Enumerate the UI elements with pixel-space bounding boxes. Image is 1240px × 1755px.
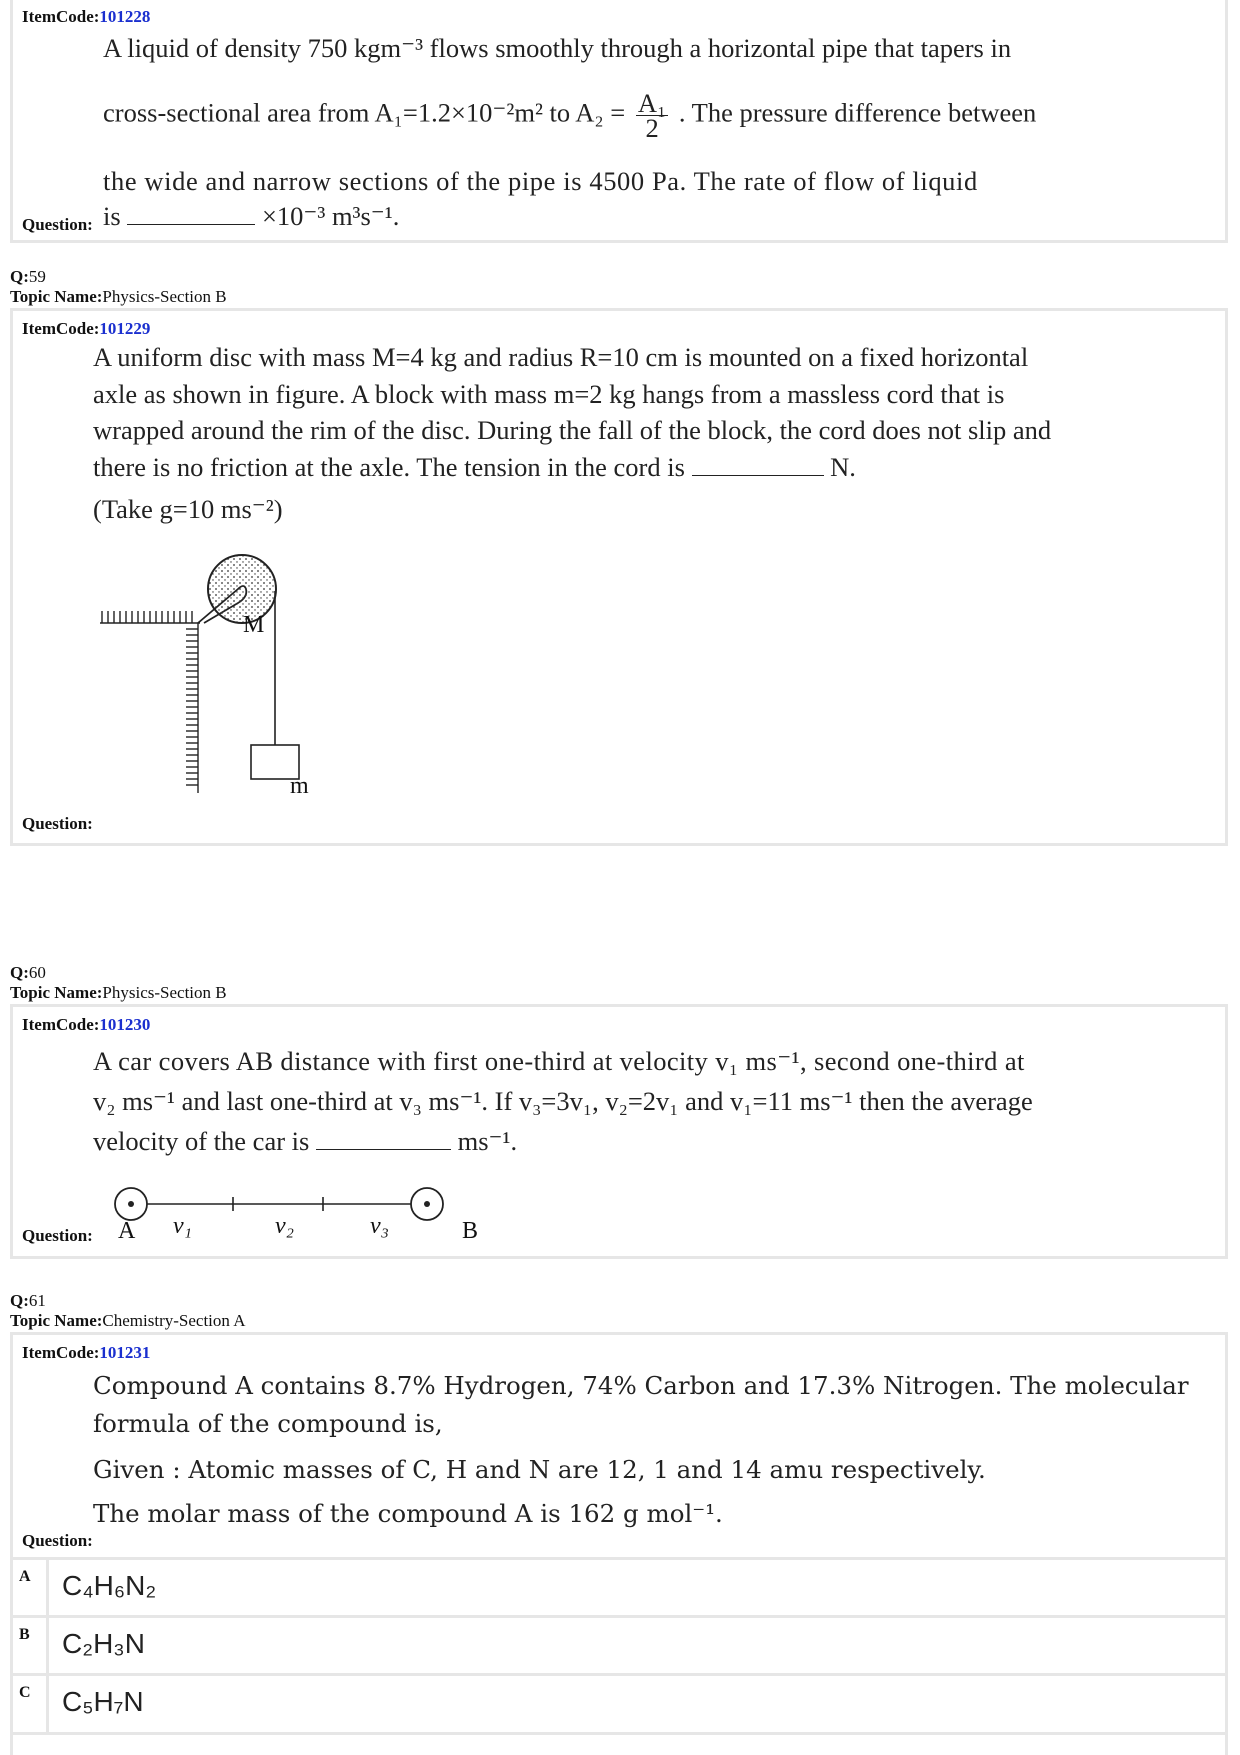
question-card-60 <box>10 1004 1228 1259</box>
text-line: A uniform disc with mass M=4 kg and radius R=10 cm is mounted on a fixed horizontal <box>93 342 1029 372</box>
label-b: B <box>462 1218 479 1244</box>
option-formula: C₅H₇N <box>62 1686 144 1717</box>
block-label: m <box>290 773 309 799</box>
topic-name: Topic Name:Physics-Section B <box>10 287 227 306</box>
text-segment: there is no friction at the axle. The tension in the cord is <box>93 451 685 482</box>
answer-blank <box>692 453 824 476</box>
question-label: Question: <box>22 814 93 833</box>
label-a: A <box>118 1218 136 1244</box>
item-code-value: 101230 <box>99 1015 151 1034</box>
topic-name: Topic Name:Chemistry-Section A <box>10 1311 246 1330</box>
point-a-dot <box>128 1201 134 1207</box>
question-number: Q:61 <box>10 1291 46 1310</box>
question-text-59 <box>93 339 1213 528</box>
answer-blank <box>127 202 255 225</box>
fraction <box>636 88 668 143</box>
question-text-61 <box>93 1367 1213 1533</box>
text-segment: ×10⁻³ m³s⁻¹. <box>261 201 400 231</box>
option-letter: A <box>19 1568 31 1585</box>
item-code-61 <box>22 1343 150 1363</box>
item-code-label: ItemCode: <box>22 7 100 26</box>
fraction-denominator: 2 <box>645 113 659 143</box>
question-meta-59 <box>10 267 227 307</box>
fraction-numerator: A₁ <box>637 88 667 118</box>
text-line: A car covers AB distance with first one-third at velocity v₁ ms⁻¹, second one-third at <box>93 1046 1025 1076</box>
label-v3: v₃ <box>370 1213 389 1239</box>
item-code-value: 101229 <box>99 319 151 338</box>
disc-pulley-figure <box>88 533 328 793</box>
item-code-label: ItemCode: <box>22 319 100 338</box>
question-text-58 <box>103 29 1223 232</box>
text-line: (Take g=10 ms⁻²) <box>93 494 283 524</box>
text-line: the wide and narrow sections of the pipe is 4500 Pa. The rate of flow of liquid <box>103 166 978 196</box>
option-divider <box>46 1676 49 1732</box>
text-line <box>103 200 1223 232</box>
text-segment: N. <box>830 451 856 482</box>
text-segment: cross-sectional area from A₁=1.2×10⁻²m² to A₂ = <box>103 97 626 128</box>
option-formula: C₄H₆N₂ <box>62 1570 157 1601</box>
disc-label: M <box>243 612 265 638</box>
topic-name: Topic Name:Physics-Section B <box>10 983 227 1002</box>
option-divider <box>46 1560 49 1615</box>
text-line: The molar mass of the compound A is 162 g mol⁻¹. <box>93 1499 723 1528</box>
text-line: A liquid of density 750 kgm⁻³ flows smoothly through a horizontal pipe that tapers in <box>103 33 1012 63</box>
label-v1: v₁ <box>173 1213 192 1239</box>
text-line: formula of the compound is, <box>93 1409 443 1438</box>
question-number: Q:59 <box>10 267 46 286</box>
option-b[interactable] <box>10 1615 1228 1673</box>
text-segment: is <box>103 201 121 231</box>
text-segment: ms⁻¹. <box>457 1126 518 1156</box>
option-formula: C₂H₃N <box>62 1628 145 1659</box>
question-meta-61 <box>10 1291 245 1331</box>
wall-hatch <box>186 623 198 793</box>
question-label: Question: <box>22 1226 93 1245</box>
label-v2: v₂ <box>275 1213 294 1239</box>
text-line <box>93 1121 1213 1161</box>
distance-diagram <box>103 1182 493 1232</box>
text-line: axle as shown in figure. A block with mass m=2 kg hangs from a massless cord that is <box>93 378 1005 409</box>
text-line <box>103 88 1223 143</box>
question-text-60 <box>93 1041 1213 1161</box>
item-code-value: 101228 <box>99 7 151 26</box>
question-card-59 <box>10 308 1228 846</box>
text-line: v₂ ms⁻¹ and last one-third at v₃ ms⁻¹. If v₃=3v₁, v₂=2v₁ and v₁=11 ms⁻¹ then the average <box>93 1086 1033 1116</box>
text-line: Compound A contains 8.7% Hydrogen, 74% Carbon and 17.3% Nitrogen. The molecular <box>93 1371 1189 1400</box>
question-number: Q:60 <box>10 963 46 982</box>
option-a[interactable] <box>10 1557 1228 1615</box>
point-b-dot <box>424 1201 430 1207</box>
text-line: Given : Atomic masses of C, H and N are 12, 1 and 14 amu respectively. <box>93 1455 986 1484</box>
item-code-value: 101231 <box>99 1343 151 1362</box>
option-divider <box>46 1618 49 1673</box>
question-label: Question: <box>22 215 93 234</box>
answer-blank <box>316 1127 451 1150</box>
option-letter: C <box>19 1684 31 1701</box>
question-meta-60 <box>10 963 227 1003</box>
disc <box>208 555 276 623</box>
question-label: Question: <box>22 1531 93 1550</box>
text-line <box>93 449 1213 486</box>
item-code-59 <box>22 319 150 339</box>
item-code-label: ItemCode: <box>22 1015 100 1034</box>
text-line: wrapped around the rim of the disc. During the fall of the block, the cord does not slip and <box>93 415 1052 445</box>
item-code-58 <box>22 7 150 27</box>
question-card-58 <box>10 0 1228 243</box>
option-letter: B <box>19 1626 30 1643</box>
text-segment: . The pressure difference between <box>678 97 1037 128</box>
text-segment: velocity of the car is <box>93 1126 310 1156</box>
item-code-label: ItemCode: <box>22 1343 100 1362</box>
option-c[interactable] <box>10 1673 1228 1735</box>
ceiling-hatch <box>100 611 200 623</box>
item-code-60 <box>22 1015 150 1035</box>
question-card-61 <box>10 1332 1228 1755</box>
